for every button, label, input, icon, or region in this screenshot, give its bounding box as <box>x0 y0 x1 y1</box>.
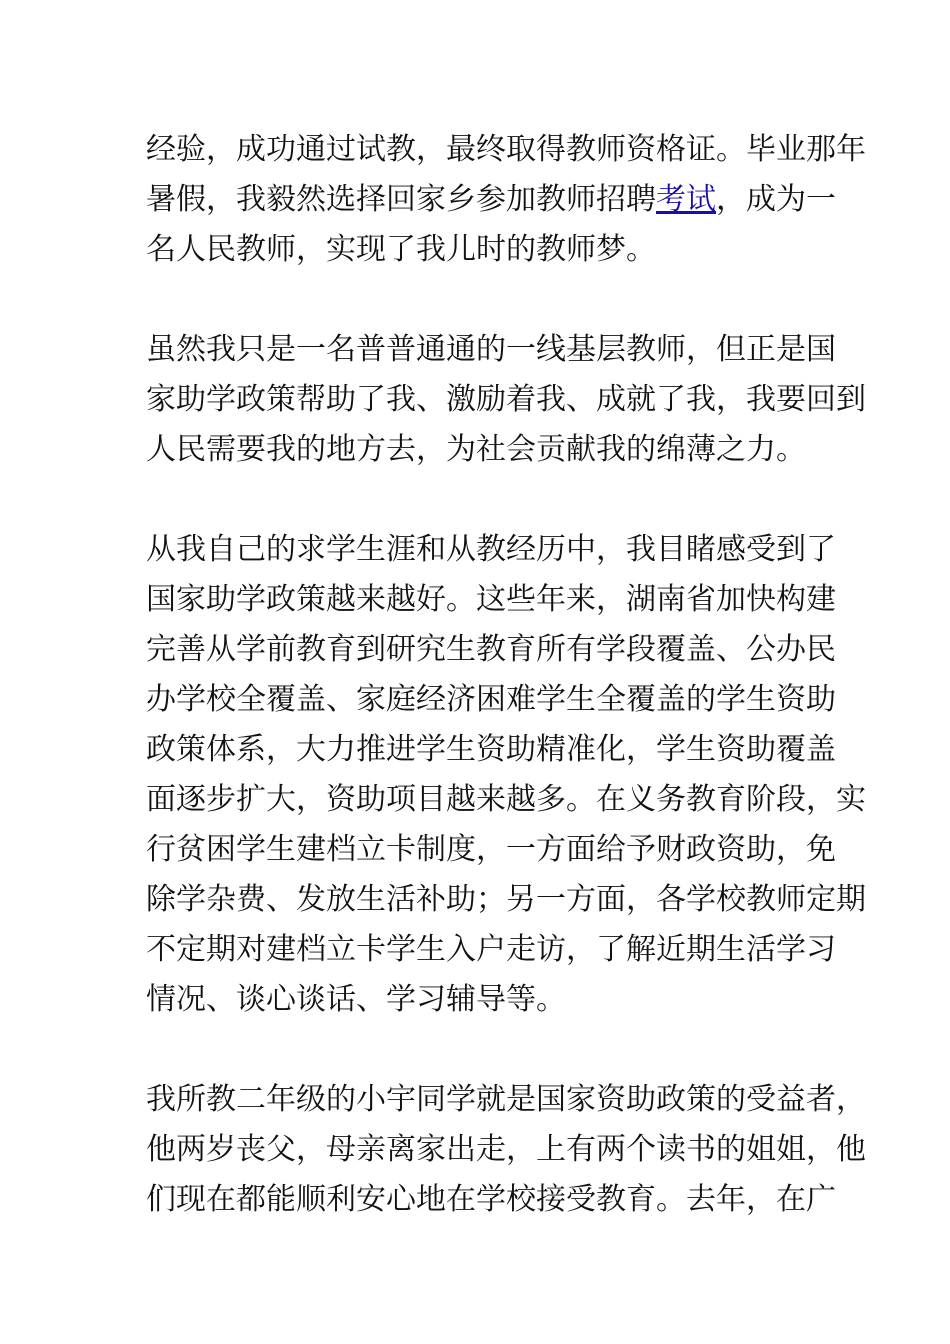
text-run: 他两岁丧父，母亲离家出走，上有两个读书的姐姐，他 <box>146 1132 866 1167</box>
text-run: 国家助学政策越来越好。这些年来，湖南省加快构建 <box>146 582 836 617</box>
text-run: 行贫困学生建档立卡制度，一方面给予财政资助，免 <box>146 832 836 867</box>
text-run: 经验，成功通过试教，最终取得教师资格证。毕业那年 <box>146 132 866 167</box>
text-line <box>146 325 836 375</box>
text-line <box>146 1175 836 1225</box>
paragraph <box>146 1075 866 1225</box>
text-run: 办学校全覆盖、家庭经济困难学生全覆盖的学生资助 <box>146 682 836 717</box>
text-run: 不定期对建档立卡学生入户走访，了解近期生活学习 <box>146 932 836 967</box>
text-line <box>146 575 836 625</box>
text-line <box>146 625 836 675</box>
text-run: 虽然我只是一名普普通通的一线基层教师，但正是国 <box>146 332 836 367</box>
text-line <box>146 675 836 725</box>
text-run: ，成为一 <box>716 182 836 217</box>
text-run: 情况、谈心谈话、学习辅导等。 <box>146 982 566 1017</box>
text-line <box>146 125 866 175</box>
text-line <box>146 775 866 825</box>
text-run: 名人民教师，实现了我儿时的教师梦。 <box>146 232 656 267</box>
text-line <box>146 175 836 225</box>
text-line <box>146 825 836 875</box>
document-body <box>146 125 866 1275</box>
text-line <box>146 975 816 1025</box>
text-run: 家助学政策帮助了我、激励着我、成就了我，我要回到 <box>146 382 866 417</box>
text-run: 们现在都能顺利安心地在学校接受教育。去年，在广 <box>146 1182 836 1217</box>
paragraph <box>146 325 866 475</box>
text-run: 除学杂费、发放生活补助；另一方面，各学校教师定期 <box>146 882 866 917</box>
paragraph <box>146 125 866 275</box>
text-run: 政策体系，大力推进学生资助精准化，学生资助覆盖 <box>146 732 836 767</box>
text-run: 我所教二年级的小宇同学就是国家资助政策的受益者， <box>146 1082 866 1117</box>
text-line <box>146 925 836 975</box>
text-line <box>146 375 866 425</box>
text-line <box>146 725 836 775</box>
text-run: 暑假，我毅然选择回家乡参加教师招聘 <box>146 182 656 217</box>
text-run: 从我自己的求学生涯和从教经历中，我目睹感受到了 <box>146 532 836 567</box>
text-line <box>146 425 816 475</box>
paragraph <box>146 525 866 1025</box>
text-run: 面逐步扩大，资助项目越来越多。在义务教育阶段，实 <box>146 782 866 817</box>
text-line <box>146 875 866 925</box>
text-line <box>146 1075 866 1125</box>
exam-link[interactable]: 考试 <box>656 182 716 217</box>
text-line <box>146 225 816 275</box>
text-line <box>146 525 836 575</box>
text-run: 人民需要我的地方去，为社会贡献我的绵薄之力。 <box>146 432 806 467</box>
text-line <box>146 1125 866 1175</box>
text-run: 完善从学前教育到研究生教育所有学段覆盖、公办民 <box>146 632 836 667</box>
